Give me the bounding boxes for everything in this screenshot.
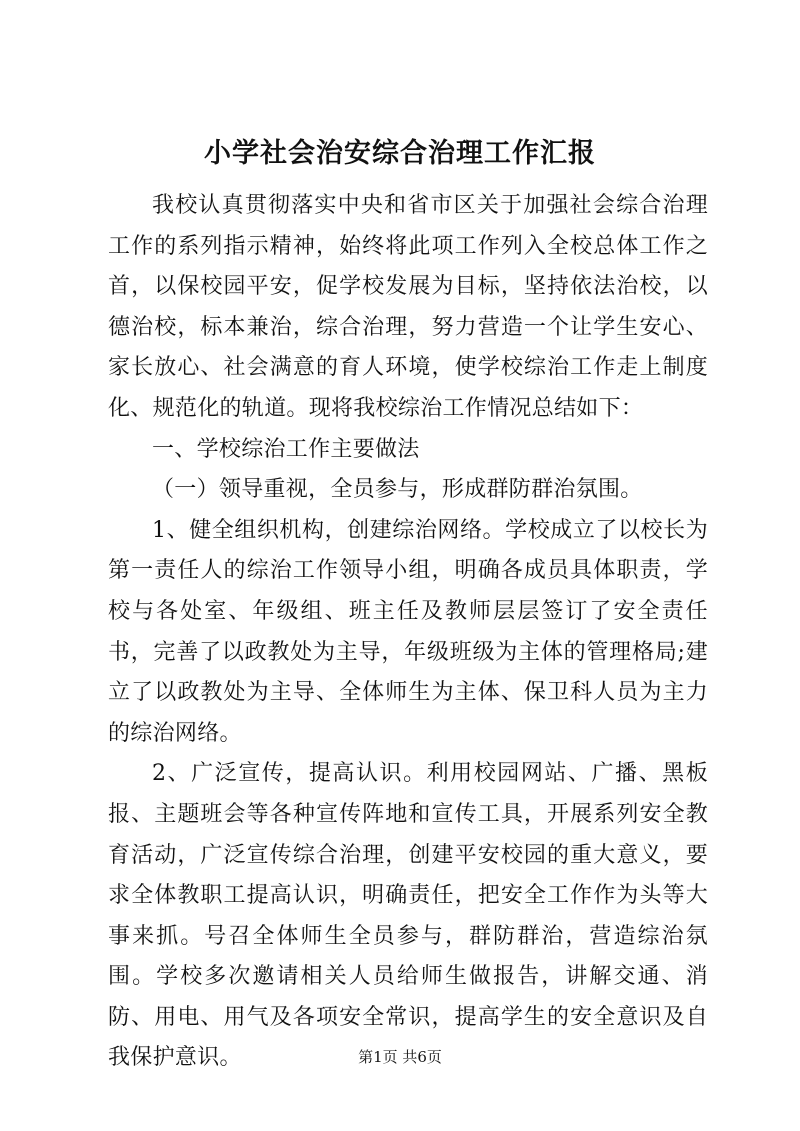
document-body: [108, 186, 708, 1079]
document-title: 小学社会治安综合治理工作汇报: [204, 138, 596, 169]
item-paragraph-1: 1、健全组织机构，创建综治网络。学校成立了以校长为第一责任人的综治工作领导小组，明确各成员具体职责，学校与各处室、年级组、班主任及教师层层签订了安全责任书，完善了以政教处为主导，年级班级为主体的管理格局;建立了以政教处为主导、全体师生为主体、保卫科人员为主力的综治网络。: [108, 517, 708, 746]
intro-paragraph: 我校认真贯彻落实中央和省市区关于加强社会综合治理工作的系列指示精神，始终将此项工作列入全校总体工作之首，以保校园平安，促学校发展为目标，坚持依法治校，以德治校，标本兼治，综合治理，努力营造一个让学生安心、家长放心、社会满意的育人环境，使学校综治工作走上制度化、规范化的轨道。现将我校综治工作情况总结如下：: [108, 193, 708, 421]
section-heading: 一、学校综治工作主要做法: [152, 436, 420, 462]
item-paragraph-2: 2、广泛宣传，提高认识。利用校园网站、广播、黑板报、主题班会等各种宣传阵地和宣传工具，开展系列安全教育活动，广泛宣传综合治理，创建平安校园的重大意义，要求全体教职工提高认识，明确责任，把安全工作作为头等大事来抓。号召全体师生全员参与，群防群治，营造综治氛围。学校多次邀请相关人员给师生做报告，讲解交通、消防、用电、用气及各项安全常识，提高学生的安全意识及自我保护意识。: [108, 761, 708, 1071]
subsection-heading: （一）领导重视，全员参与，形成群防群治氛围。: [152, 477, 643, 503]
page-footer: 第1页 共6页: [358, 1048, 442, 1066]
